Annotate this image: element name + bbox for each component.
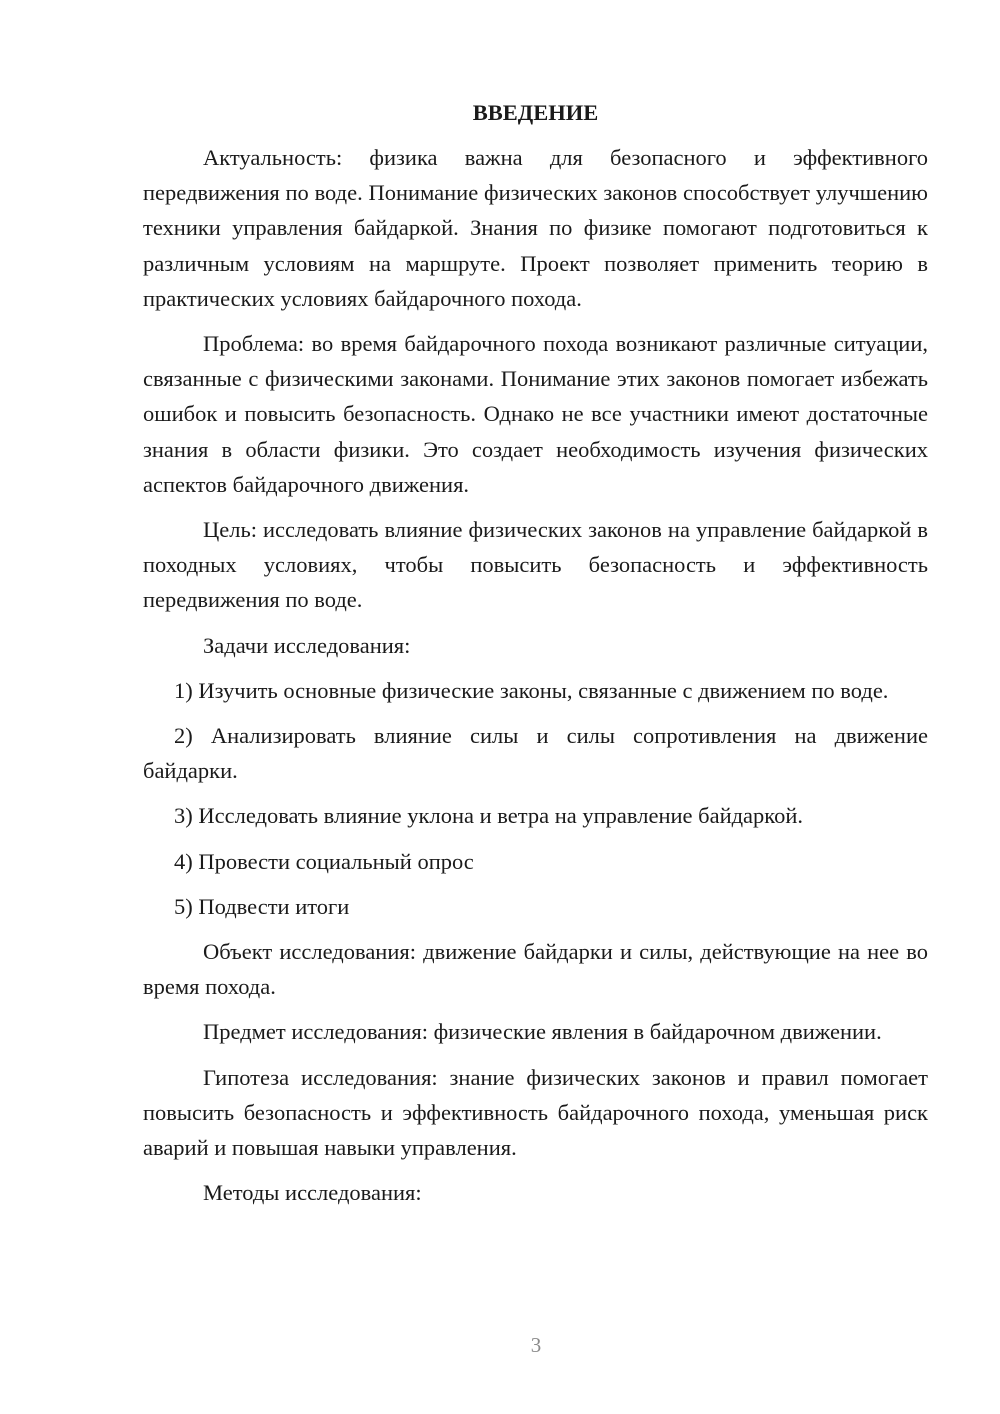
paragraph-goal: Цель: исследовать влияние физических законов на управление байдаркой в походных условиях, чтобы повысить безопасность и эффективность передвижения по воде.	[143, 517, 928, 613]
list-item: 1) Изучить основные физические законы, связанные с движением по воде.	[174, 677, 889, 703]
paragraph-problem: Проблема: во время байдарочного похода возникают различные ситуации, связанные с физическими законами. Понимание этих законов помогает избежать ошибок и повысить безопасность. Однако не все участники имеют достаточные знания в области физики. Это создает необходимость изучения физических аспектов байдарочного движения.	[143, 331, 928, 497]
page-body	[143, 95, 928, 1220]
page-number: 3	[530, 1333, 542, 1357]
paragraph-subject: Предмет исследования: физические явления в байдарочном движении.	[203, 1019, 882, 1045]
list-item: 4) Провести социальный опрос	[174, 848, 474, 874]
list-item: 3) Исследовать влияние уклона и ветра на управление байдаркой.	[174, 803, 804, 829]
methods-heading: Методы исследования:	[203, 1180, 422, 1206]
tasks-list	[143, 673, 928, 924]
list-item: 2) Анализировать влияние силы и силы сопротивления на движение байдарки.	[143, 723, 928, 784]
section-title: ВВЕДЕНИЕ	[472, 100, 599, 125]
paragraph-object: Объект исследования: движение байдарки и силы, действующие на нее во время похода.	[143, 939, 928, 1000]
tasks-heading: Задачи исследования:	[203, 632, 411, 658]
list-item: 5) Подвести итоги	[174, 893, 350, 919]
paragraph-relevance: Актуальность: физика важна для безопасного и эффективного передвижения по воде. Понимание физических законов способствует улучшению техники управления байдаркой. Знания по физике помогают подготовиться к различным условиям на маршруте. Проект позволяет применить теорию в практических условиях байдарочного похода.	[143, 145, 928, 311]
paragraph-hypothesis: Гипотеза исследования: знание физических законов и правил помогает повысить безопасность и эффективность байдарочного похода, уменьшая риск аварий и повышая навыки управления.	[143, 1064, 928, 1161]
